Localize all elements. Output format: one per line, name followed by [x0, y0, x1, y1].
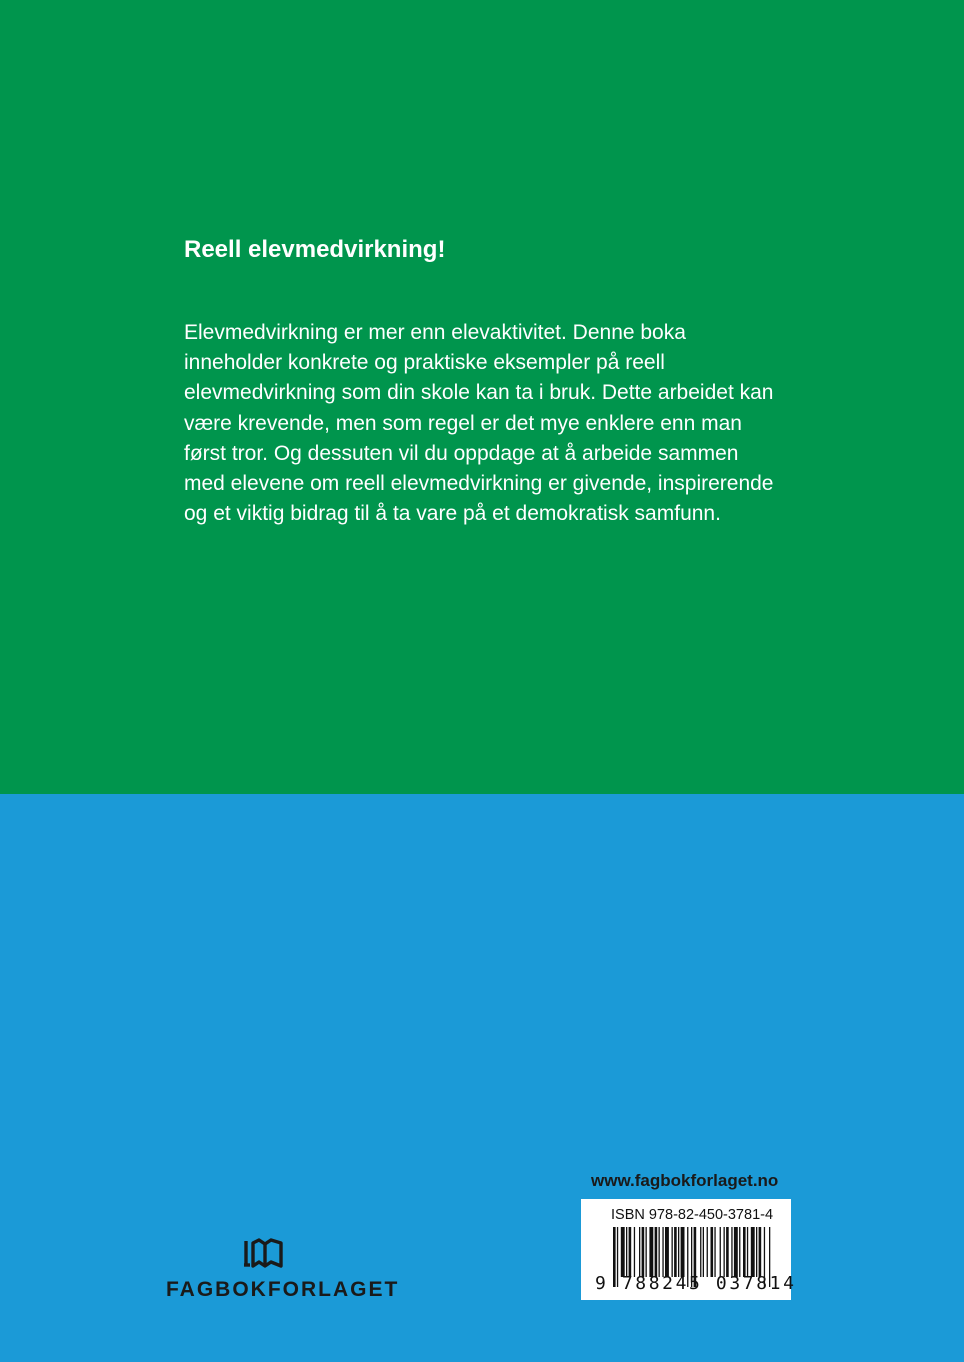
barcode-bar — [621, 1227, 625, 1277]
barcode-bar — [700, 1227, 701, 1277]
barcode-bar — [672, 1227, 673, 1277]
isbn-label: ISBN 978-82-450-3781-4 — [611, 1207, 774, 1223]
blurb-text: Elevmedvirkning er mer enn elevaktivitet. Denne boka inneholder konkrete og praktiske eksempler på reell elevmedvirkning som din skole kan ta i bruk. Dette arbeidet kan være krevende, men som regel er det mye enklere enn man først tror. Og dessuten vil du oppdage at å arbeide sammen med elevene om reell elevmedvirkning er givende, inspirerende og et viktig bidrag til å ta vare på et demokratisk samfunn. — [184, 321, 774, 526]
barcode-bar — [665, 1227, 669, 1277]
barcode-bar — [711, 1227, 714, 1277]
barcode-bar — [674, 1227, 677, 1277]
barcode-bar — [707, 1227, 708, 1277]
barcode-bar — [734, 1227, 738, 1277]
barcode-bar — [756, 1227, 757, 1277]
headline: Reell elevmedvirkning! — [184, 236, 446, 263]
barcode-bar — [639, 1227, 640, 1277]
barcode-bar — [731, 1227, 732, 1277]
barcode-bar — [724, 1227, 725, 1277]
barcode-bar — [747, 1227, 748, 1277]
barcode-bar — [751, 1227, 755, 1277]
barcode-bar — [678, 1227, 679, 1277]
barcode-bar — [759, 1227, 762, 1277]
publisher-url: www.fagbokforlaget.no — [591, 1171, 779, 1190]
barcode-bar — [634, 1227, 635, 1277]
barcode-bar — [726, 1227, 729, 1277]
barcode-bar — [739, 1227, 740, 1277]
barcode-digits: 9 788245 037814 — [595, 1273, 797, 1294]
barcode-bar — [626, 1227, 627, 1277]
barcode-panel — [581, 1199, 797, 1300]
cover-bottom-panel — [0, 794, 964, 1362]
barcode-bar — [655, 1227, 658, 1277]
barcode-bar — [681, 1227, 685, 1277]
book-logo-icon — [243, 1238, 285, 1270]
barcode-bar — [659, 1227, 660, 1277]
barcode-bar — [662, 1227, 663, 1277]
publisher-name: FAGBOKFORLAGET — [166, 1278, 400, 1301]
barcode-bar — [646, 1227, 647, 1277]
barcode-bar — [642, 1227, 645, 1277]
barcode-bar — [720, 1227, 721, 1277]
barcode-bar — [714, 1227, 715, 1277]
barcode-bar — [703, 1227, 704, 1277]
barcode-bar — [629, 1227, 632, 1277]
barcode-bar — [743, 1227, 746, 1277]
barcode-bar — [649, 1227, 653, 1277]
